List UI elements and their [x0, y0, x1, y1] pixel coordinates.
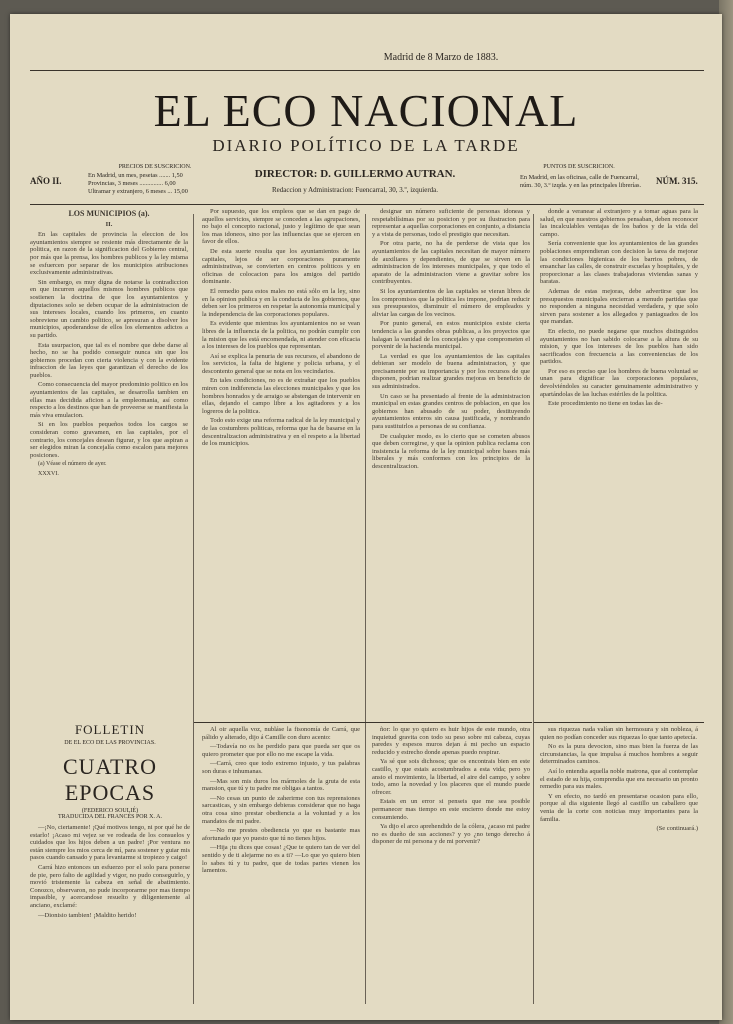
prices-box: [30, 162, 230, 202]
prices-title: PRECIOS DE SUSCRICION.: [118, 164, 192, 170]
column-4: [540, 208, 698, 728]
novel-text: [30, 824, 190, 919]
points-text: En Madrid, en las oficinas, calle de Fuencarral, núm. 30, 3.º izqda. y en las principales librerías.: [520, 174, 642, 189]
paragraph: La verdad es que los ayuntamientos de las capitales debieran ser modelo de buena administracion, y que precisamente por su importancia y por los recursos de que disponen, podrian realizar grandes mejoras en beneficio de sus administrados.: [372, 352, 530, 391]
paragraph: Por punto general, en estos municipios existe cierta tendencia a las grandes obras publicas, a los proyectos que halagan la vanidad de los concejales y que comprometen el porvenir de la hacienda municipal.: [372, 320, 530, 351]
paragraph: —Hija ¡tu dices que cosas! ¿Que te quiero tan de ver del sentido y de ti alejarme no es a ti? —Lo que yo quiero bien lo sabes tú y tu padre, que de todas partes vienen los lamentos.: [202, 844, 360, 875]
folletin-label: FOLLETIN: [74, 722, 146, 737]
paragraph: Como consecuencia del mayor predominio politico en los ayuntamientos de las capitales, se desarrolla tambien en ellas mas decidida aficion a la empleomania, así como respecto a los destinos que han de proveerse se manifiesta la más viva emulacion.: [30, 381, 189, 419]
top-rule: [30, 70, 704, 71]
article-title: LOS MUNICIPIOS (a).: [68, 209, 150, 218]
paragraph: donde a veranear al extranjero y a tomar aguas para la salud, en que nuestros gobiernos pensaban, deben reconocer las incalculables ventajas de los baños y de la vida del campo.: [540, 208, 698, 238]
footnote: (a) Véase el número de ayer.: [38, 461, 107, 468]
paragraph: El remedio para estos males no está sólo en la ley, sino en la opinion publica y en la conducta de los gobiernos, que deben ser los primeros en respetar la autonomía municipal y la independencia de las corporaciones populares.: [202, 287, 360, 318]
points-box: [480, 162, 704, 202]
paragraph: ñor: lo que yo quiero es huir hijos de este mundo, otra inquietud gravita con todo su peso sobre mi cabeza, cuyas paredes y espesos muros dejan á mi pecho un espacio reducido y estrecho donde apenas puedo respirar.: [372, 726, 530, 756]
paragraph: Esta usurpacion, que tal es el nombre que debe darse al hecho, no se ha podido conseguir nunca sin que los gobiernos procedan con cierta violencia y con la evidente infraccion de las leyes que garantizan el derecho de los pueblos.: [30, 341, 188, 379]
novel-column-2: [202, 726, 360, 1011]
paragraph: Por otra parte, no ha de perderse de vista que los ayuntamientos de las capitales necesitan de mayor número de auxiliares y dependientes, de que se sirven en la administracion de los intereses municipales, y que todo el aparato de la administracion viene a gravitar sobre los contribuyentes.: [372, 240, 530, 286]
paragraph: Un caso se ha presentado al frente de la administracion municipal en estas grandes centros de poblacion, en que los gobiernos han abusado de su poder, destituyendo ayuntamientos enteros sin causa justificada, y nombrando para sustituirlos a personas de su confianza.: [372, 392, 530, 431]
paragraph: Ya dijo el arco aprehendido de la cólera, ¿acaso mi padre no es dueño de sus acciones? y yo ¿no tengo derecho á disponer de mi persona y de mi porvenir?: [372, 823, 530, 846]
paragraph: Es evidente que mientras los ayuntamientos no se vean libres de la influencia de la politica, no podrán cumplir con la mision que les está encomendada, ni atender con eficacia a los intereses de los pueblos que representan.: [202, 320, 360, 351]
paragraph: En efecto, no puede negarse que muchos distinguidos ayuntamientos no han sabido colocarse a la altura de su mision, y que los intereses de los pueblos han sido sacrificados con frecuencia a las conveniencias de los partidos.: [540, 327, 698, 366]
paragraph: Estais en un error si penseis que me sea posible permanecer mas tiempo en este encierro donde me estoy consumiendo.: [372, 798, 530, 821]
folletin-section: [30, 722, 190, 921]
paragraph: No es la pura devocion, sino mas bien la fuerza de las circunstancias, la que impulsa á muchos hombres a seguir determinados caminos.: [540, 743, 698, 766]
paragraph: Sería conveniente que los ayuntamientos de las grandes poblaciones emprendieran con decision la tarea de mejorar las condiciones higienicas de los barrios pobres, de ensanchar las calles, de construir escuelas y hospitales, y de proporcionar a las clases trabajadoras viviendas sanas y baratas.: [540, 240, 698, 286]
article-columns: [30, 208, 702, 728]
paragraph: Por eso es preciso que los hombres de buena voluntad se unan para dignificar las corporaciones populares, devolviéndoles su caracter genuinamente administrativo y apartándolas de las luchas estériles de la politica.: [540, 367, 698, 398]
paragraph: sus riquezas nada valían sin hermosura y sin nobleza, á quien no podían conceder sus riquezas lo que tanto apetecía.: [540, 726, 698, 741]
paragraph: Así se explica la penuria de sus recursos, el abandono de los servicios, la falta de higiene y policia urbana, y el descontento general que se nota en los vecindarios.: [202, 352, 360, 375]
price-line: En Madrid, un mes, pesetas ....... 1,50: [88, 172, 183, 179]
paragraph: En las capitales de provincia la eleccion de los ayuntamientos siempre se resiente más directamente de la politica, en razon de la significacion del Gobierno central, por más que la prensa, los hombres publicos y la ley misma se esfuercen por separar de los municipios atribuciones exclusivamente administrativas.: [30, 231, 188, 277]
novel-column-4: [540, 726, 698, 1011]
paragraph: —No cesas un punto de zaherirme con tus reprensiones sarcasticas, y sin embargo debieras considerar que no haga otra cosa sino prestar obediencia a la voluntad y a los mandatos de mi padre.: [202, 794, 360, 825]
paragraph: De cualquier modo, es lo cierto que se cometen abusos que deben corregirse, y que la opinion publica reclama con insistencia la reforma de la ley municipal sobre bases más liberales y más conformes con los principios de la descentralizacion.: [372, 432, 530, 470]
price-line: Ultramar y extranjero, 6 meses ... 15,00: [88, 188, 188, 195]
novel-translator: TRADUCIDA DEL FRANCÉS POR X. A.: [58, 814, 162, 820]
paragraph: —Carrá, creo que todo extremo injusto, y tus palabras son duras e inhumanas.: [202, 760, 360, 775]
paragraph: —Todavía no os he perdido para que pueda ser que os quiero prometer que por ello no me escape la vida.: [202, 743, 360, 758]
footnote: XXXVI.: [38, 471, 59, 477]
paragraph: —Dionisio tambien! ¡Maldito herido!: [38, 911, 137, 919]
paragraph: —¡No, ciertamente! ¡Qué motivos tengo, ni por qué he de estarlo! ¡Acaso mi vejez se ve rodeada de los consuelos y cuidados que los hijos deben a un padre! ¡Por ventura no están siempre los mios cerca de mí, para sostener y guiar mis pasos cuando cansado y para levantarme si tropiezo y caigo!: [30, 824, 190, 862]
column-2: [202, 208, 360, 728]
redaccion: Redaccion y Administracion: Fuencarral, 30, 3.º, izquierda.: [271, 186, 439, 194]
article-section: II.: [105, 220, 113, 228]
paragraph: Sin embargo, es muy digna de notarse la contradiccion en que incurren aquellos mismos hombres publicos que sostienen la doctrina de que los ayuntamientos y diputaciones solo se deben ocupar de la administracion de sus intereses locales, cuando los primeros, en cuanto sobreviene un cambio politico, se apresuran a disolver los municipios, apoderandose de ellos los elementos adictos a su partido.: [30, 278, 188, 339]
newspaper-page: [10, 14, 722, 1020]
paragraph: —Mas son mis duros los mármoles de la gruta de esta mansion, que tú y tu padre me obligas a tantos.: [202, 777, 360, 793]
year-label: AÑO II.: [30, 176, 62, 186]
section-rule: [194, 722, 532, 723]
paragraph: De esta suerte resulta que los ayuntamientos de las capitales, lejos de ser corporaciones puramente administrativas, se convierten en centros politicos y en oficinas de colocacion para los amigos del partido dominante.: [202, 247, 360, 286]
novel-column-3: [372, 726, 530, 1011]
paragraph: —No me prestes obediencia yo que es bastante mas afortunado que yo puesto que tú no tienes hijos.: [202, 827, 360, 842]
subtitle: DIARIO POLÍTICO DE LA TARDE: [212, 136, 520, 155]
header-rule: [30, 204, 704, 205]
paragraph: Así lo entendia aquella noble matrona, que al contemplar el estado de su hija, comprendia que era necesario un pronto remedio para sus males.: [540, 767, 698, 791]
price-line: Provincias, 3 meses ............... 6,00: [88, 180, 176, 187]
column-1: [30, 208, 188, 728]
novel-title: CUATRO EPOCAS: [62, 754, 157, 805]
dateline: Madrid de 8 Marzo de 1883.: [383, 52, 499, 63]
folletin-source: DE EL ECO DE LAS PROVINCIAS.: [64, 740, 156, 746]
points-title: PUNTOS DE SUSCRICION.: [543, 164, 615, 170]
paragraph: Y en efecto, no tardó en presentarse ocasion para ello, porque al dia siguiente llegó al castillo un caballero que venia de la corte con noticias muy importantes para la familia.: [540, 792, 698, 823]
paragraph: Todo esto exige una reforma radical de la ley municipal y de las costumbres politicas, reforma que ha de basarse en la descentralizacion administrativa y en el respeto a la libertad de los municipios.: [202, 417, 360, 448]
novel-author: (FEDERICO SOULIÉ): [81, 808, 139, 814]
masthead: EL ECO NACIONAL: [153, 85, 579, 136]
paragraph: Este procedimiento no tiene en todas las de-: [548, 400, 663, 408]
section-rule: [534, 722, 704, 723]
paragraph: Al oir aquella voz, nubláse la fisonomía de Carrá, que pálido y alterado, dijo á Camille con duro acento:: [202, 726, 360, 741]
paragraph: En tales condiciones, no es de extrañar que los pueblos miren con indiferencia las elecciones municipales y que los hombres honrados y de arraigo se abstengan de intervenir en ellas, dejando el campo libre a los agitadores y a los logreros de la politica.: [202, 377, 360, 415]
number-label: NÚM. 315.: [656, 176, 698, 186]
paragraph: Si los ayuntamientos de las capitales se vieran libres de los compromisos que la politica les impone, podrian reducir sus presupuestos, disminuir el número de empleados y aliviar las cargas de los vecinos.: [372, 287, 530, 318]
paragraph: Por supuesto, que los empleos que se dan en pago de aquellos servicios, siempre se conceden a las agrupaciones, no bajo el concepto racional, justo y legítimo de que sean los mas idoneos, sino por las influencias que se ejercen en favor de ellos.: [202, 208, 360, 246]
paragraph: designar un número suficiente de personas idoneas y respetabilísimas por su posicion y por su ilustracion para representar a aquellas corporaciones en conjunto, a distancia y a vista de personas, todo el prestigio que necesitan.: [372, 208, 530, 238]
paragraph: Ya sé que sois dichosos; que os encontrais bien en este castillo, y que estais acostumbrados a esta vida; pero yo ansio el movimiento, la libertad, el aire del campo, y sobre todo, amo la novedad y los placeres que el mundo puede ofrecer.: [372, 758, 530, 796]
paragraph: Ademas de estas mejoras, debe advertirse que los presupuestos municipales encierran a menudo partidas que no responden a ninguna necesidad verdadera, y que solo sirven para sostener a los allegados y paniaguados de los que mandan.: [540, 287, 698, 326]
paragraph: Si en los pueblos pequeños todos los cargos se consideran como gravamen, en las capitales, por el contrario, los concejales desean figurar, y los que aspiran a ser elegidos miran la concejalía como escalon para mejores posiciones.: [30, 421, 188, 459]
continuation-note: (Se continuará.): [656, 825, 698, 833]
prices-list: [88, 172, 233, 196]
director: DIRECTOR: D. GUILLERMO AUTRAN.: [254, 168, 456, 180]
paragraph: Carrá hizo entonces un esfuerzo por el solo para ponerse de pie, pero falto de agilidad y vigor, no pudo conseguirlo, y movió tristemente la cabeza en señal de abatimiento. Conozco, observaron, no pude incorporarme por mas tiempo impasible, y acercandose resuelto y diligentemente al anciano, exclamé:: [30, 863, 190, 909]
column-3: [372, 208, 530, 728]
